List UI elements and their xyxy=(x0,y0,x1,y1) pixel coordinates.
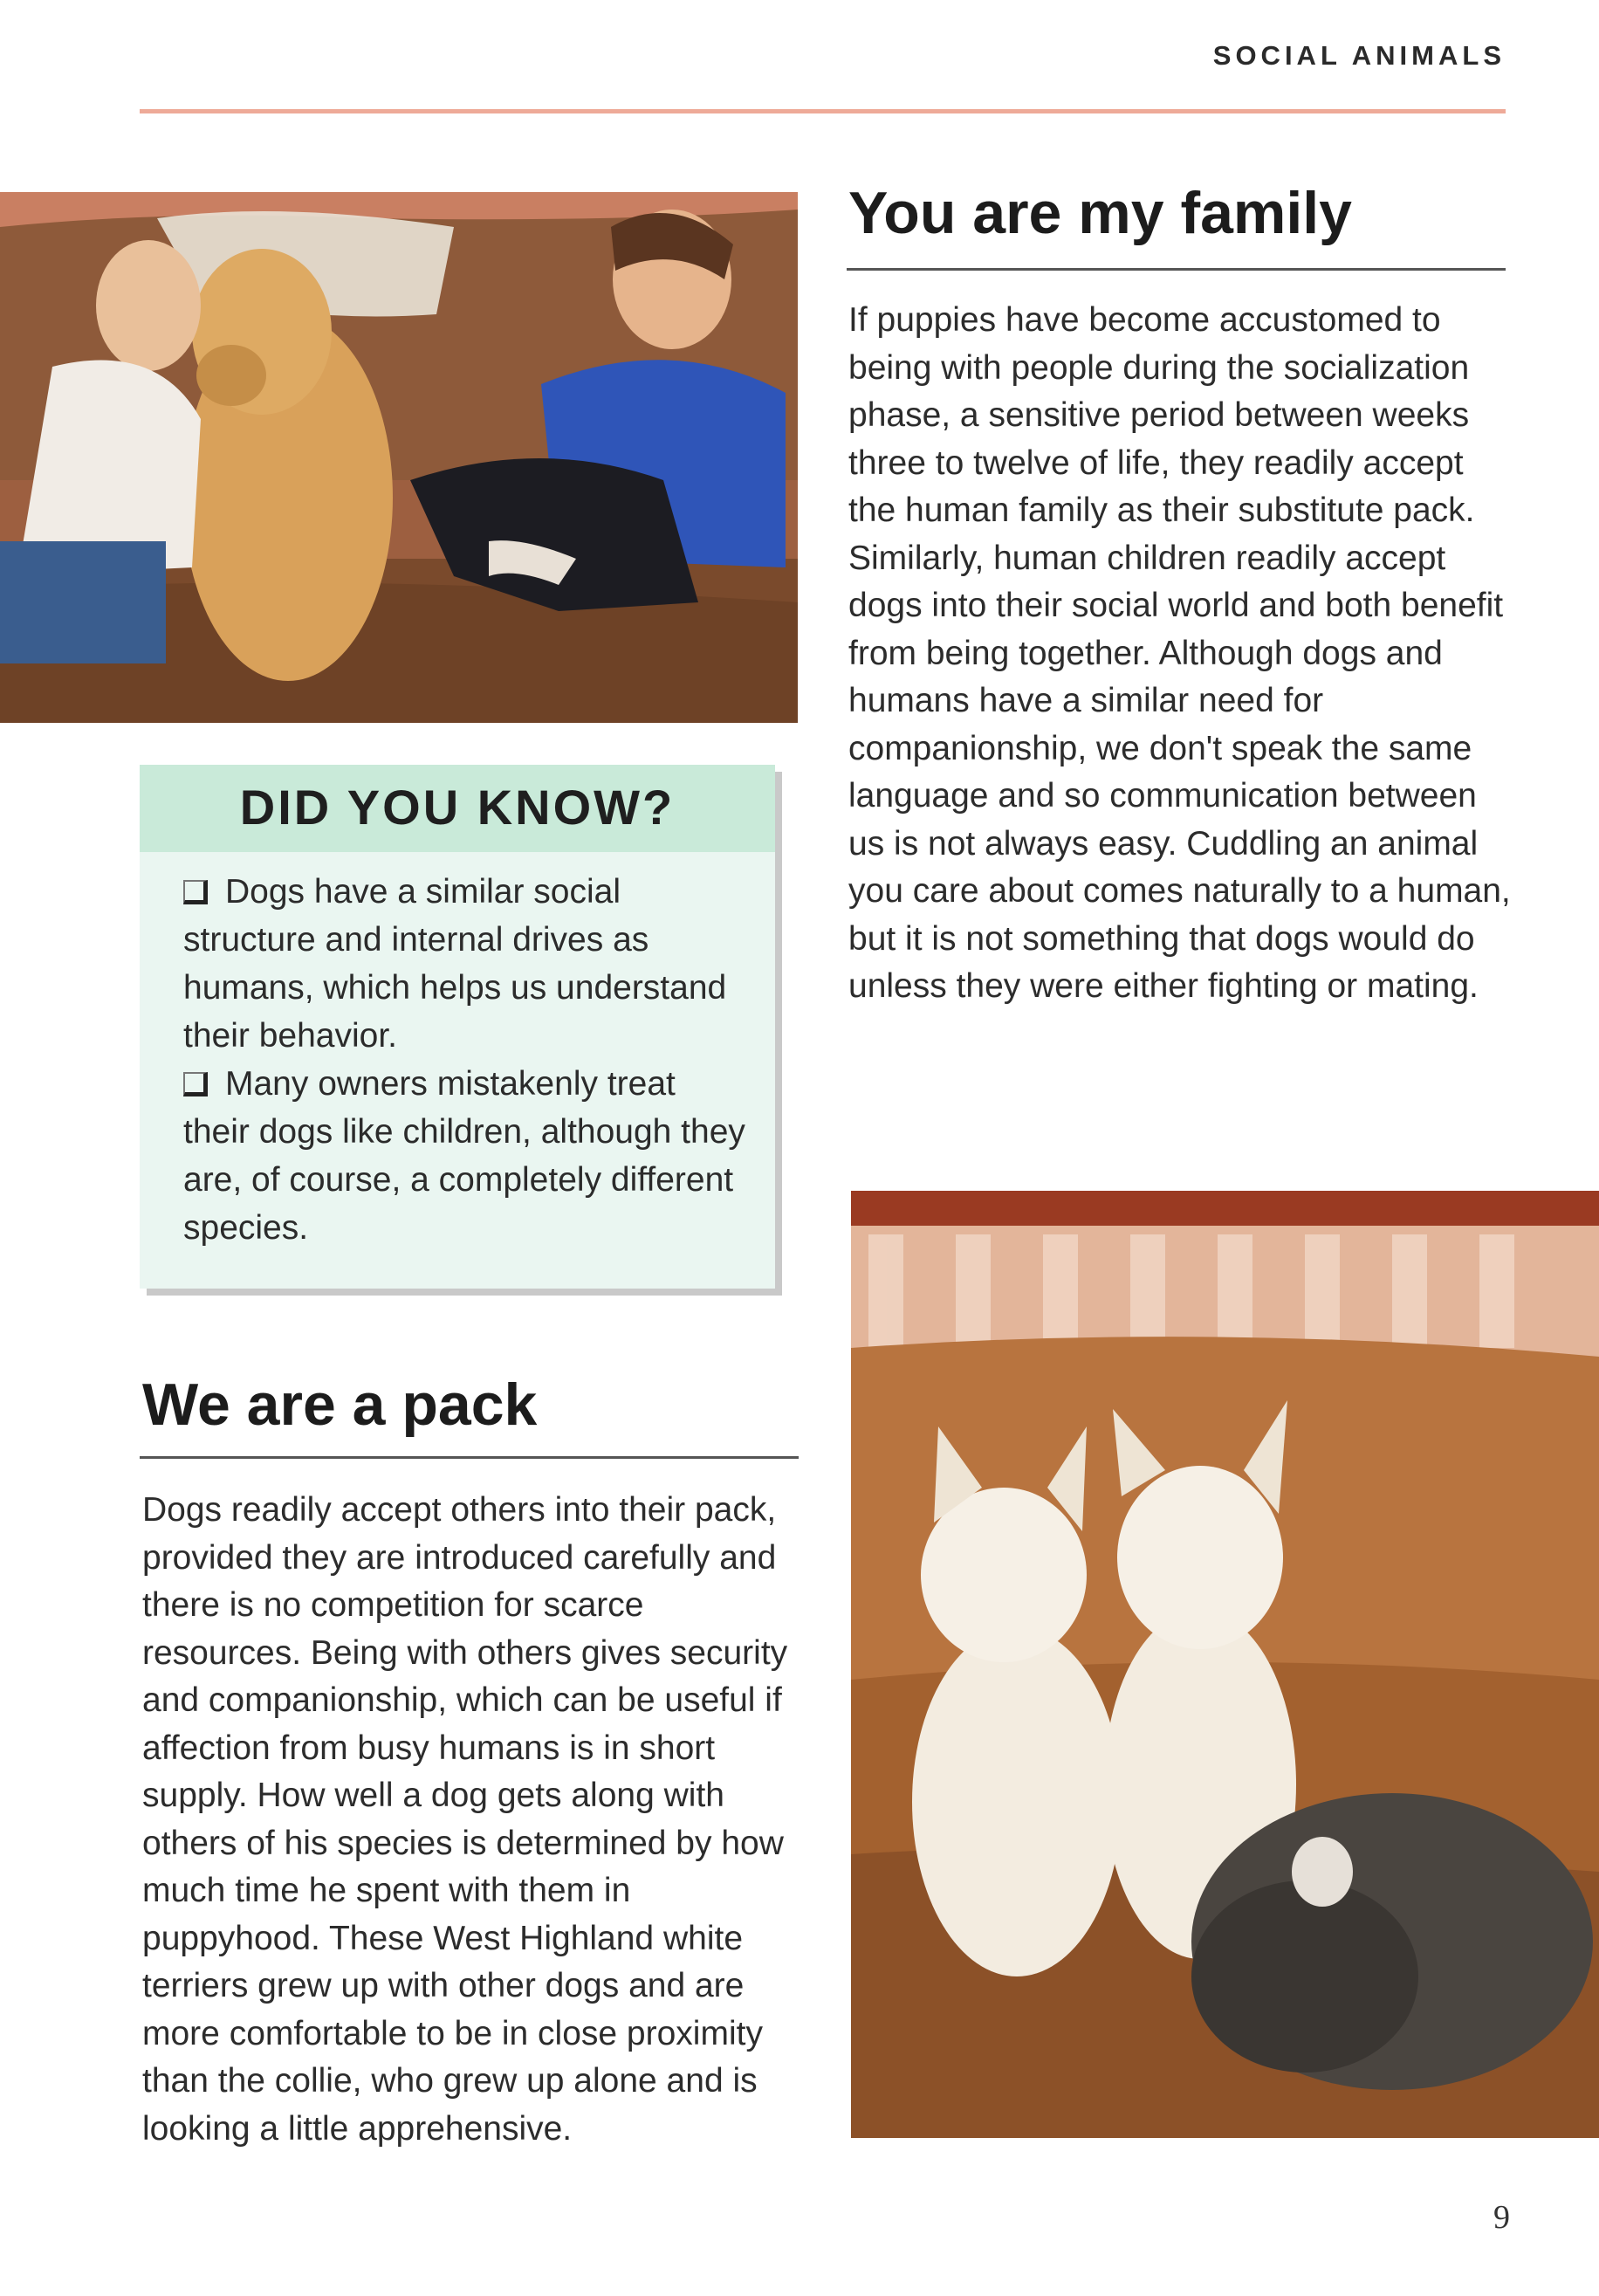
paragraph-pack: Dogs readily accept others into their pack, provided they are introduced carefully and there is no competition for scarce resources. Being with others gives security and companionship, which can be useful if affection from busy humans is in short supply. How well a dog gets along with others of his species is determined by how much time he spent with them in puppyhood. These West Highland white terriers grew up with other dogs and are more comfortable to be in close proximity than the collie, who grew up alone and is looking a little apprehensive. xyxy=(142,1491,788,2148)
paragraph-family: If puppies have become accustomed to being with people during the socialization phase, a sensitive period between weeks three to twelve of life, they readily accept the human family as their substitute pack. Similarly, human children readily accept dogs into their social world and both benefit from being together. Although dogs and humans have a similar need for companionship, we don't speak the same language and so communication between us is not always easy. Cuddling an animal you care about comes naturally to a human, but it is not something that dogs would do unless they were either fighting or mating. xyxy=(848,301,1511,1005)
page-number: 9 xyxy=(1493,2199,1510,2236)
heading-rule xyxy=(847,268,1506,271)
did-you-know-title: DID YOU KNOW? xyxy=(239,780,676,835)
header-rule xyxy=(140,109,1506,113)
did-you-know-header xyxy=(140,765,775,852)
did-you-know-list xyxy=(183,868,751,1252)
heading-rule xyxy=(140,1456,799,1459)
did-you-know-item-1: Dogs have a similar social structure and internal drives as humans, which helps us understand their behavior. xyxy=(183,873,727,1055)
photo-terriers-illustration xyxy=(851,1191,1599,2138)
did-you-know-box xyxy=(140,765,775,1289)
heading-we-are-a-pack: We are a pack xyxy=(142,1371,538,1438)
heading-you-are-my-family: You are my family xyxy=(848,180,1352,246)
checkbox-bullet-icon xyxy=(183,880,208,904)
running-head: SOCIAL ANIMALS xyxy=(1212,40,1506,71)
photo-children-with-dog-illustration xyxy=(0,192,798,723)
photo-terriers-on-sofa xyxy=(851,1191,1599,2138)
did-you-know-item-2: Many owners mistakenly treat their dogs like children, although they are, of course, a completely different species. xyxy=(183,1065,745,1247)
photo-children-with-dog xyxy=(0,192,798,723)
list-item xyxy=(183,868,751,1060)
list-item xyxy=(183,1060,751,1252)
checkbox-bullet-icon xyxy=(183,1072,208,1096)
